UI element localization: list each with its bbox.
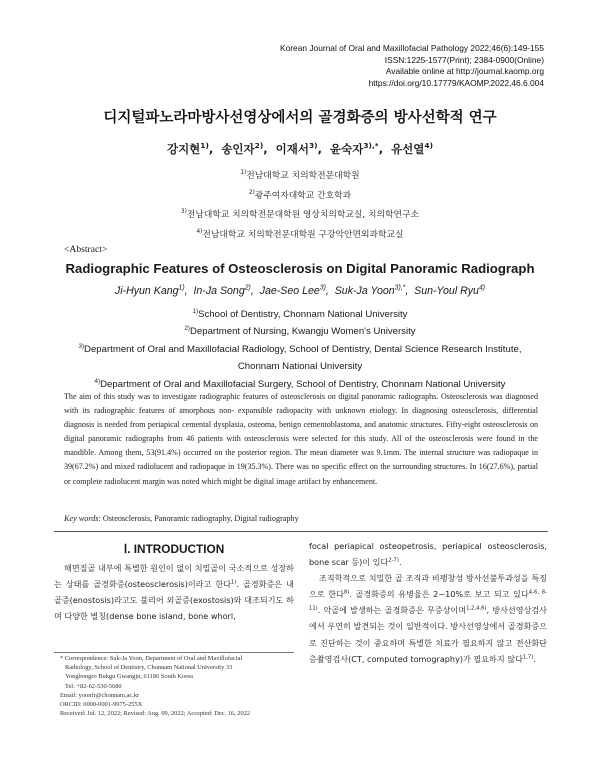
abstract-divider [54, 531, 548, 532]
author: 강지현$^{1)}$ [166, 141, 209, 156]
author: 유선열$^{4)}$ [391, 141, 434, 156]
correspondence-footnote [60, 654, 294, 718]
doi: https://doi.org/10.17779/KAOMP.2022.46.6.004 [368, 77, 544, 88]
journal-citation: Korean Journal of Oral and Maxillofacial Pathology 2022;46(6):149-155 [280, 43, 544, 53]
affiliation: $^{1)}$School of Dentistry, Chonnam National University [192, 307, 408, 320]
intro-paragraph-continued: focal periapical osteopetrosis, periapical osteosclerosis, bone scar 등)이 있다$^{2-7)}$. [309, 541, 547, 568]
tel: Tel: +82-62-530-5680 [65, 682, 122, 690]
keywords-text: Osteosclerosis, Panoramic radiography, Digital radiography [102, 514, 299, 523]
korean-authors: 강지현$^{1)}$, 송인자$^{2)}$, 이재서$^{3)}$, 윤숙자$^{3),*}$, 유선열$^{4)}$ [166, 141, 434, 156]
keywords: Key words: Osteosclerosis, Panoramic radiography, Digital radiography [64, 514, 299, 523]
abstract-label: <Abstract> [64, 244, 108, 255]
korean-affiliations [0, 167, 600, 245]
korean-title: 디지털파노라마방사선영상에서의 골경화증의 방사선학적 연구 [103, 110, 497, 126]
journal-masthead [280, 43, 544, 89]
available-online: Available online at http://journal.kaomp.org [385, 66, 544, 77]
keywords-label: Key words [64, 514, 99, 523]
affiliation: $^{4)}$전남대학교 치의학전문대학원 구강악안면외과학교실 [196, 228, 404, 240]
correspondence-line: Radiology, School of Dentistry, Chonnam National University 33 [65, 664, 233, 672]
author: Jae-Seo Lee$^{3)}$ [259, 284, 326, 297]
intro-paragraph: 해면질골 내부에 특별한 원인이 없이 치밀골이 국소적으로 성장하는 상태를 골경화증(osteosclerosis)이라고 한다$^{1)}$. 골경화증은 내골증(enostosis)라고도 불리어 외골증(exostosis)와 대조되기도 하며 다양한 별칭(dense bone island, bone whorl, [54, 563, 294, 622]
affiliation: $^{4)}$Department of Oral and Maxillofacial Surgery, School of Dentistry, Chonnam National University [94, 377, 506, 390]
author: Sun-Youl Ryu$^{4)}$ [414, 284, 486, 297]
english-affiliations [64, 306, 536, 393]
author: Suk-Ja Yoon$^{3),*}$ [334, 284, 406, 297]
orcid: ORCID: 0000-0001-9975-255X [60, 701, 143, 709]
affiliation: $^{3)}$Department of Oral and Maxillofacial Radiology, School of Dentistry, Dental Science Research Institute, Chonnam National University [78, 342, 522, 373]
issn: ISSN:1225-1577(Print); 2384-0900(Online) [384, 54, 544, 65]
author: 송인자$^{2)}$ [221, 141, 264, 156]
affiliation: $^{2)}$광주여자대학교 간호학과 [248, 189, 352, 201]
author: In-Ja Song$^{2)}$ [193, 284, 251, 297]
correspondence-line: * Correspondence: Suk-Ja Yoon, Department of Oral and Maxillofacial [60, 655, 243, 662]
affiliation: $^{1)}$전남대학교 치의학전문대학원 [240, 170, 360, 181]
english-title: Radiographic Features of Osteosclerosis on Digital Panoramic Radiograph [65, 261, 535, 276]
intro-paragraph: 조직학적으로 치밀한 골 조직과 비팽창성 방사선불투과성을 특징으로 한다$^{8)}$. 골경화증의 유병율은 2~10%로 보고 되고 있다$^{4-6, 8-11)}$. 악골에 발생하는 골경화증은 무증상이며$^{1,2,4,6)}$, 방사선영상검사에서 우연히 발견되는 것이 일반적이다. 방사선영상에서 골경화증으로 진단하는 것이 중요하며 특별한 치료가 필요하지 않고 전산화단층촬영검사(CT, computed tomography)가 필요하지 않다$^{1,7)}$. [309, 573, 547, 664]
abstract-body: The aim of this study was to investigate radiographic features of osteosclerosis on digital panoramic radiographs. Osteosclerosis was diagnosed with its radiographic features of amorphous non- expansible radiopacity with unknown etiology. In diagnosing osteosclerosis, differential diagnosis is needed from periapical cemental dysplasia, osteoma, benign cementoblastoma, and anatomic structures. Fifty-eight osteosclerosis on digital panoramic radiographs from 46 patients with osteosclerosis were selected for this study. All of the osteosclerosis were found in the mandible. Among them, 53(91.4%) occurred on the posterior region. The mean diameter was 9.1mm. The internal structure was radiopaque in 39(67.2%) and mixed radiolucent and radiopaque in 19(35.3%). There was no specific effect on the surrounding structures. In 16(27.6%), partial or complete radiolucent margin was noted which might be digital image artifact by enhancement. [64, 392, 538, 486]
author: Ji-Hyun Kang$^{1)}$ [114, 284, 185, 297]
received-dates: Received: Jul. 12, 2022; Revised: Aug. 09, 2022; Accepted: Dec. 16, 2022 [60, 710, 251, 718]
author: 윤숙자$^{3),*}$ [330, 141, 379, 156]
author: 이재서$^{3)}$ [275, 141, 318, 156]
section-heading: Ⅰ. INTRODUCTION [123, 542, 225, 556]
right-column [309, 538, 547, 667]
affiliation: $^{2)}$Department of Nursing, Kwangju Women's University [184, 325, 416, 338]
footnote-divider [54, 652, 294, 653]
english-authors: Ji-Hyun Kang$^{1)}$, In-Ja Song$^{2)}$, Jae-Seo Lee$^{3)}$, Suk-Ja Yoon$^{3),*}$, Sun-Youl Ryu$^{4)}$ [114, 284, 486, 297]
correspondence-line: Yongbongro Bukgu Gwangju, 61186 South Korea [65, 673, 193, 681]
email: Email: yoonfr@chonnam,ac,kr [60, 691, 140, 699]
affiliation: $^{3)}$전남대학교 치의학전문대학원 영상치의학교실, 치의학연구소 [180, 209, 419, 221]
left-column [54, 538, 294, 624]
